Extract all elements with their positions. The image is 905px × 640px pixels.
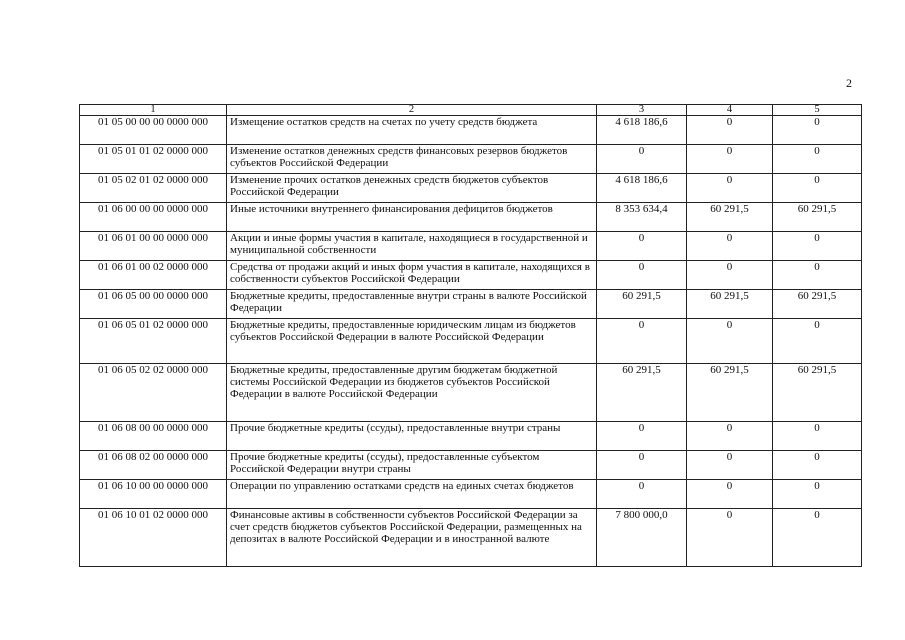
row-value-col3: 7 800 000,0: [597, 509, 687, 567]
table-row: [80, 319, 862, 364]
page-number: 2: [846, 76, 852, 90]
row-value-col4: 0: [687, 451, 773, 480]
row-code: 01 05 00 00 00 0000 000: [80, 116, 227, 145]
row-value-col4: 0: [687, 174, 773, 203]
table-row: [80, 422, 862, 451]
row-code: 01 06 05 00 00 0000 000: [80, 290, 227, 319]
row-value-col4: 0: [687, 232, 773, 261]
table-row: [80, 203, 862, 232]
row-name: Иные источники внутреннего финансирования дефицитов бюджетов: [227, 203, 597, 232]
row-code: 01 06 00 00 00 0000 000: [80, 203, 227, 232]
row-name: Бюджетные кредиты, предоставленные юридическим лицам из бюджетов субъектов Российской Федерации в валюте Российской Федерации: [227, 319, 597, 364]
row-value-col5: 0: [773, 451, 862, 480]
table-row: [80, 232, 862, 261]
row-value-col3: 4 618 186,6: [597, 174, 687, 203]
row-value-col3: 60 291,5: [597, 364, 687, 422]
row-name: Прочие бюджетные кредиты (ссуды), предоставленные субъектом Российской Федерации внутри страны: [227, 451, 597, 480]
row-code: 01 06 05 02 02 0000 000: [80, 364, 227, 422]
row-code: 01 06 01 00 02 0000 000: [80, 261, 227, 290]
row-code: 01 06 05 01 02 0000 000: [80, 319, 227, 364]
table-row: [80, 290, 862, 319]
row-value-col5: 0: [773, 509, 862, 567]
column-header-2: 2: [227, 105, 597, 116]
row-value-col3: 0: [597, 451, 687, 480]
row-name: Операции по управлению остатками средств на единых счетах бюджетов: [227, 480, 597, 509]
row-name: Средства от продажи акций и иных форм участия в капитале, находящихся в собственности субъектов Российской Федерации: [227, 261, 597, 290]
row-value-col3: 0: [597, 232, 687, 261]
row-value-col3: 8 353 634,4: [597, 203, 687, 232]
row-value-col5: 0: [773, 232, 862, 261]
row-code: 01 06 08 00 00 0000 000: [80, 422, 227, 451]
table-row: [80, 480, 862, 509]
header-row: [80, 105, 862, 116]
column-header-1: 1: [80, 105, 227, 116]
row-name: Бюджетные кредиты, предоставленные внутри страны в валюте Российской Федерации: [227, 290, 597, 319]
row-value-col4: 0: [687, 116, 773, 145]
row-value-col4: 60 291,5: [687, 203, 773, 232]
table-row: [80, 145, 862, 174]
row-code: 01 06 01 00 00 0000 000: [80, 232, 227, 261]
row-value-col5: 0: [773, 480, 862, 509]
row-code: 01 06 10 00 00 0000 000: [80, 480, 227, 509]
row-code: 01 05 01 01 02 0000 000: [80, 145, 227, 174]
row-value-col3: 0: [597, 261, 687, 290]
row-value-col5: 0: [773, 145, 862, 174]
row-name: Акции и иные формы участия в капитале, находящиеся в государственной и муниципальной собственности: [227, 232, 597, 261]
row-value-col4: 0: [687, 145, 773, 174]
row-value-col5: 0: [773, 116, 862, 145]
row-value-col3: 0: [597, 422, 687, 451]
row-value-col4: 0: [687, 261, 773, 290]
row-value-col3: 0: [597, 480, 687, 509]
row-value-col3: 60 291,5: [597, 290, 687, 319]
row-value-col5: 0: [773, 422, 862, 451]
row-value-col5: 0: [773, 174, 862, 203]
row-value-col5: 60 291,5: [773, 364, 862, 422]
column-header-5: 5: [773, 105, 862, 116]
row-value-col4: 0: [687, 509, 773, 567]
row-code: 01 06 10 01 02 0000 000: [80, 509, 227, 567]
row-code: 01 06 08 02 00 0000 000: [80, 451, 227, 480]
column-header-4: 4: [687, 105, 773, 116]
row-name: Бюджетные кредиты, предоставленные другим бюджетам бюджетной системы Российской Федерации из бюджетов субъектов Российской Федерации в валюте Российской Федерации: [227, 364, 597, 422]
row-code: 01 05 02 01 02 0000 000: [80, 174, 227, 203]
row-value-col4: 0: [687, 319, 773, 364]
row-value-col5: 0: [773, 261, 862, 290]
row-value-col3: 0: [597, 319, 687, 364]
column-header-3: 3: [597, 105, 687, 116]
row-value-col5: 0: [773, 319, 862, 364]
row-value-col3: 4 618 186,6: [597, 116, 687, 145]
row-value-col5: 60 291,5: [773, 203, 862, 232]
table-row: [80, 261, 862, 290]
table-row: [80, 174, 862, 203]
table-row: [80, 364, 862, 422]
row-name: Прочие бюджетные кредиты (ссуды), предоставленные внутри страны: [227, 422, 597, 451]
row-name: Измещение остатков средств на счетах по учету средств бюджета: [227, 116, 597, 145]
table-row: [80, 116, 862, 145]
table-row: [80, 451, 862, 480]
row-value-col3: 0: [597, 145, 687, 174]
table-row: [80, 509, 862, 567]
row-value-col4: 0: [687, 422, 773, 451]
row-name: Изменение остатков денежных средств финансовых резервов бюджетов субъектов Российской Федерации: [227, 145, 597, 174]
row-name: Изменение прочих остатков денежных средств бюджетов субъектов Российской Федерации: [227, 174, 597, 203]
row-name: Финансовые активы в собственности субъектов Российской Федерации за счет средств бюджетов субъектов Российской Федерации, размещенных на депозитах в валюте Российской Федерации и в иностранной валюте: [227, 509, 597, 567]
budget-sources-table: [79, 104, 862, 567]
row-value-col4: 0: [687, 480, 773, 509]
row-value-col4: 60 291,5: [687, 290, 773, 319]
row-value-col5: 60 291,5: [773, 290, 862, 319]
row-value-col4: 60 291,5: [687, 364, 773, 422]
